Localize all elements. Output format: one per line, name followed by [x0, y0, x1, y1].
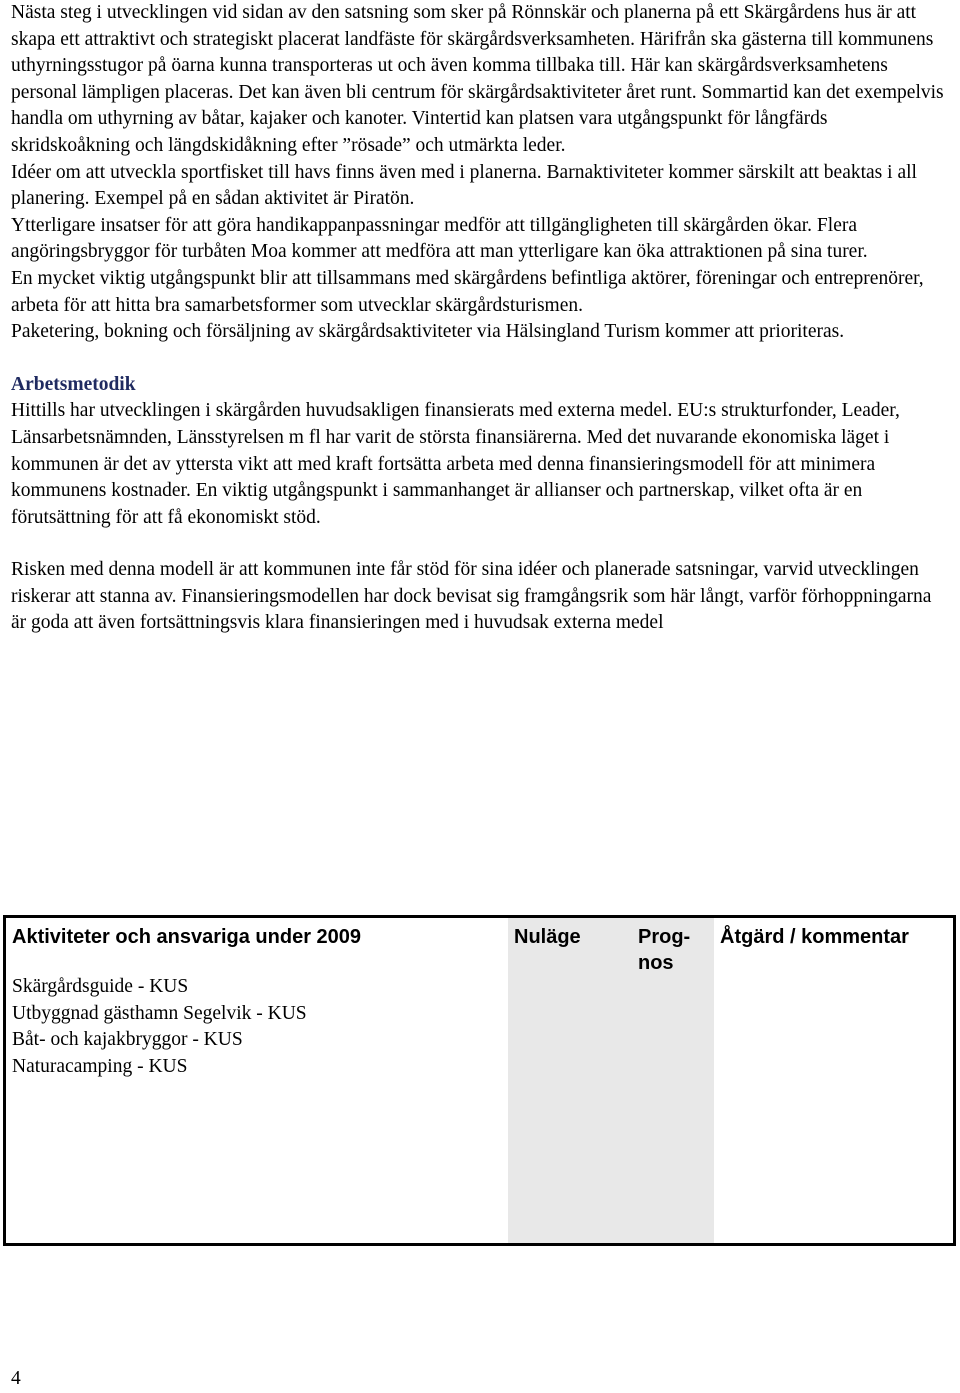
paragraph-gap	[11, 531, 951, 557]
paragraph: Idéer om att utveckla sportfisket till havs finns även med i planerna. Barnaktiviteter kommer särskilt att beaktas i all planering. Exempel på en sådan aktivitet är Piratön.	[11, 161, 917, 210]
page-number: 4	[11, 1368, 21, 1389]
paragraph: En mycket viktig utgångspunkt blir att tillsammans med skärgårdens befintliga aktörer, föreningar och entreprenörer, arbeta för att hitta bra samarbetsformer som utvecklar skärgårdsturismen.	[11, 267, 924, 316]
comment-header: Åtgärd / kommentar	[720, 926, 909, 948]
comment-cell	[714, 917, 955, 1245]
section-heading: Arbetsmetodik	[11, 373, 136, 395]
top-text	[11, 0, 951, 346]
list-item: Naturacamping - KUS	[12, 1055, 188, 1077]
paragraph: Hittills har utvecklingen i skärgården huvudsakligen finansierats med externa medel. EU:s strukturfonder, Leader, Länsarbetsnämnden, Länsstyrelsen m fl har varit de största finansiärerna. Med det nuvarande ekonomiska läget i kommunen är det av yttersta vikt att med kraft fortsätta arbeta med denna finansieringsmodell för att minimera kommunens kostnader. En viktig utgångspunkt i sammanhanget är allianser och partnerskap, vilket ofta är en förutsättning för att få ekonomiskt stöd.	[11, 400, 900, 528]
activities-cell	[5, 917, 509, 1245]
paragraph: Ytterligare insatser för att göra handikappanpassningar medför att tillgängligheten till skärgården ökar. Flera angöringsbryggor för turbåten Moa kommer att medföra att man ytterligare kan öka attraktionen på sina turer.	[11, 214, 868, 263]
forecast-header: Prog- nos	[638, 926, 691, 974]
status-cell	[508, 917, 632, 1245]
activities-header: Aktiviteter och ansvariga under 2009	[12, 926, 362, 948]
status-header: Nuläge	[514, 926, 581, 948]
paragraph: Risken med denna modell är att kommunen inte får stöd för sina idéer och planerade satsningar, varvid utvecklingen riskerar att stanna av. Finansieringsmodellen har dock bevisat sig framgångsrik som här långt, varför förhoppningarna är goda att även fortsättningsvis klara finansieringen med i huvudsak externa medel	[11, 559, 932, 634]
list-item: Skärgårdsguide - KUS	[12, 976, 189, 997]
list-item: Båt- och kajakbryggor - KUS	[12, 1029, 243, 1051]
activities-table	[3, 915, 956, 1246]
activities-list	[12, 974, 502, 1080]
list-item: Utbyggnad gästhamn Segelvik - KUS	[12, 1002, 307, 1024]
paragraph: Nästa steg i utvecklingen vid sidan av den satsning som sker på Rönnskär och planerna på ett Skärgårdens hus är att skapa ett attraktivt och strategiskt placerat landfäste för skärgårdsverksamheten. Härifrån ska gästerna till kommunens uthyrningsstugor på öarna kunna transporteras ut och även komma tillbaka till. Här kan skärgårdsverksamhetens personal lämpligen placeras. Det kan även bli centrum för skärgårdsaktiviteter året runt. Sommartid kan det exempelvis handla om uthyrning av båtar, kajaker och kanoter. Vintertid kan platsen vara utgångspunkt för långfärds skridskoåkning och längdskidåkning efter ”rösade” och utmärkta leder.	[11, 2, 944, 156]
forecast-cell	[632, 917, 714, 1245]
document-page	[11, 0, 951, 637]
paragraph: Paketering, bokning och försäljning av skärgårdsaktiviteter via Hälsingland Turism kommer att prioriteras.	[11, 321, 845, 343]
